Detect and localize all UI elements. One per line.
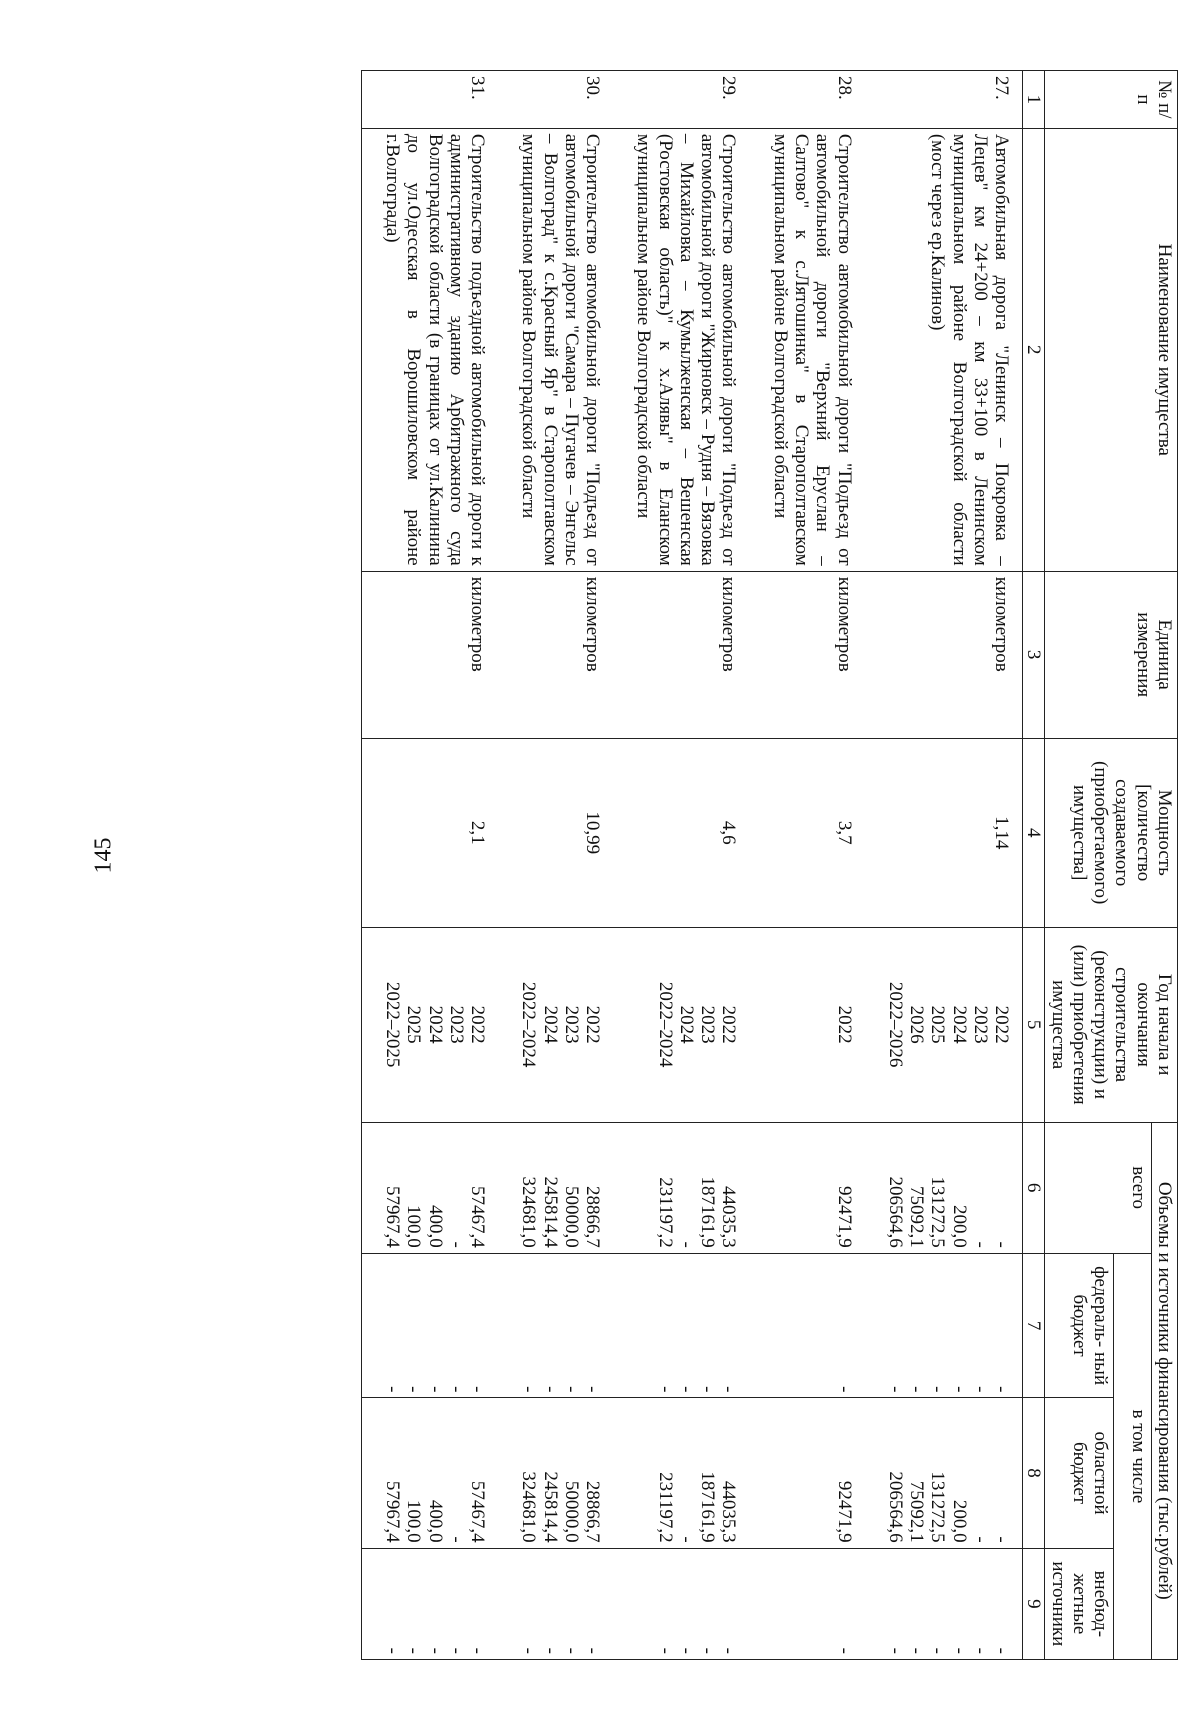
table-body [361,71,1022,1660]
extrabudget-value: - [518,1647,540,1654]
unit-cell: километров [749,571,864,738]
total-cell [498,1122,613,1253]
property-table [361,70,1178,1660]
extra-cell [361,1548,498,1659]
years-cell [749,927,864,1122]
extra-cell [613,1548,749,1659]
column-number: 7 [1023,1253,1045,1398]
year-value: 2022 [991,1005,1013,1044]
unit-cell: километров [498,571,613,738]
extrabudget-value: - [539,1647,561,1654]
year-value: 2024 [539,1005,561,1044]
unit-cell: километров [865,571,1023,738]
column-number: 3 [1023,571,1045,738]
total-value: 187161,9 [697,1176,719,1248]
header-years: Год начала и окончания строительства (реконструкции) и (или) приобретения имущества [1045,927,1178,1122]
total-value: 44035,3 [718,1186,740,1248]
year-value: 2026 [906,1005,928,1044]
header-regional: областной бюджет [1045,1398,1114,1548]
year-value: 2025 [403,1005,425,1044]
extrabudget-value: - [948,1647,970,1654]
federal-value: - [654,1386,676,1393]
column-number: 4 [1023,738,1045,927]
federal-value: - [697,1386,719,1393]
column-number: 9 [1023,1548,1045,1659]
table-row [361,71,498,1660]
year-value: 2024 [424,1005,446,1044]
header-name: Наименование имущества [1045,128,1178,571]
extrabudget-value: - [582,1647,604,1654]
extrabudget-value: - [927,1647,949,1654]
regional-value: - [675,1536,697,1543]
rotated-table-container [78,70,1178,1660]
column-number: 8 [1023,1398,1045,1548]
federal-cell [498,1253,613,1398]
total-value: - [991,1241,1013,1248]
header-power: Мощность [количество создаваемого (приобретаемого) имущества] [1045,738,1178,927]
header-federal: федераль- ный бюджет [1045,1253,1114,1398]
federal-cell [361,1253,498,1398]
total-value: 231197,2 [654,1177,676,1248]
extrabudget-value: - [675,1647,697,1654]
regional-value: 400,0 [424,1499,446,1543]
regional-value: 50000,0 [560,1480,582,1543]
extra-cell [749,1548,864,1659]
power-cell: 3,7 [749,738,864,927]
federal-value: - [906,1386,928,1393]
column-number: 5 [1023,927,1045,1122]
extrabudget-value: - [467,1647,489,1654]
year-value: 2022 [582,1005,604,1044]
page-number: 145 [90,837,117,874]
regional-value: - [969,1536,991,1543]
row-index: 31. [361,71,498,129]
year-value: 2023 [445,1005,467,1044]
total-value: 131272,5 [927,1176,949,1248]
power-cell: 1,14 [865,738,1023,927]
table-row [749,71,864,1660]
year-value: 2022 [833,1005,855,1044]
extrabudget-value: - [991,1647,1013,1654]
header-index: № п/п [1045,71,1178,129]
power-cell: 10,99 [498,738,613,927]
regional-value: 92471,9 [833,1480,855,1543]
regional-value: - [991,1536,1013,1543]
year-value: 2024 [675,1005,697,1044]
federal-value: - [582,1386,604,1393]
regional-value: 206564,6 [884,1471,906,1543]
federal-value: - [424,1386,446,1393]
federal-value: - [927,1386,949,1393]
header-finance: Объемы и источники финансирования (тыс.рублей) [1151,1122,1177,1660]
regional-value: 231197,2 [654,1472,676,1543]
extrabudget-value: - [884,1647,906,1654]
regional-value: - [445,1536,467,1543]
federal-value: - [884,1386,906,1393]
power-cell: 2,1 [361,738,498,927]
year-value: 2025 [927,1005,949,1044]
extrabudget-value: - [445,1647,467,1654]
year-value: 2022–2024 [518,981,540,1068]
regional-cell [498,1398,613,1548]
federal-value: - [539,1386,561,1393]
total-value: 57467,4 [467,1186,489,1248]
table-row [498,71,613,1660]
year-value: 2022–2025 [382,981,404,1068]
regional-value: 324681,0 [518,1471,540,1543]
regional-value: 57967,4 [382,1480,404,1543]
column-number: 6 [1023,1122,1045,1253]
regional-cell [361,1398,498,1548]
regional-value: 75092,1 [906,1480,928,1543]
extrabudget-value: - [424,1647,446,1654]
regional-value: 187161,9 [697,1471,719,1543]
federal-value: - [948,1386,970,1393]
federal-cell [749,1253,864,1398]
total-value: - [969,1241,991,1248]
federal-value: - [675,1386,697,1393]
extrabudget-value: - [833,1647,855,1654]
regional-cell [613,1398,749,1548]
total-value: 100,0 [403,1205,425,1248]
extrabudget-value: - [906,1647,928,1654]
total-value: 57967,4 [382,1186,404,1248]
header-including: в том числе [1114,1253,1152,1659]
regional-value: 245814,4 [539,1471,561,1543]
header-extrabudget: внебюд- жетные источники [1045,1548,1114,1659]
federal-cell [613,1253,749,1398]
extrabudget-value: - [654,1647,676,1654]
unit-cell: километров [361,571,498,738]
row-index: 28. [749,71,864,129]
header-total: всего [1045,1122,1151,1253]
total-value: 75092,1 [906,1186,928,1248]
property-name: Строительство автомобильной дороги "Подъезд от автомобильной дороги "Жирновск – Рудня – Вязовка – Михайловка – Кумылженская – Вешенская (Ростовская область)" к х.Алявы" в Еланском муниципальном районе Волгоградской области [613,128,749,571]
total-value: 50000,0 [560,1186,582,1248]
federal-value: - [560,1386,582,1393]
total-value: 92471,9 [833,1186,855,1248]
power-cell: 4,6 [613,738,749,927]
federal-value: - [382,1386,404,1393]
regional-cell [749,1398,864,1548]
table-header [1023,71,1178,1660]
table-row [613,71,749,1660]
property-name: Строительство автомобильной дороги "Подъезд от автомобильной дороги "Самара – Пугачев – Энгельс – Волгоград" к с.Красный Яр" в Старополтавском муниципальном районе Волгоградской области [498,128,613,571]
unit-cell: километров [613,571,749,738]
total-value: - [675,1241,697,1248]
year-value: 2023 [697,1005,719,1044]
regional-value: 100,0 [403,1499,425,1543]
extrabudget-value: - [697,1647,719,1654]
year-value: 2022 [718,1005,740,1044]
federal-value: - [403,1386,425,1393]
federal-value: - [833,1386,855,1393]
column-numbers-row [1023,71,1045,1660]
years-cell [498,927,613,1122]
extra-cell [865,1548,1023,1659]
row-index: 27. [865,71,1023,129]
total-cell [749,1122,864,1253]
total-value: 324681,0 [518,1176,540,1248]
regional-value: 28866,7 [582,1480,604,1543]
row-index: 30. [498,71,613,129]
total-value: 245814,4 [539,1176,561,1248]
year-value: 2022–2024 [654,981,676,1068]
extrabudget-value: - [403,1647,425,1654]
federal-value: - [467,1386,489,1393]
total-value: - [445,1241,467,1248]
years-cell [613,927,749,1122]
federal-value: - [969,1386,991,1393]
total-cell [865,1122,1023,1253]
year-value: 2023 [969,1005,991,1044]
regional-cell [865,1398,1023,1548]
years-cell [361,927,498,1122]
federal-value: - [991,1386,1013,1393]
header-unit: Единица измерения [1045,571,1178,738]
extrabudget-value: - [560,1647,582,1654]
property-name: Автомобильная дорога "Ленинск – Покровка – Лецев" км 24+200 – км 33+100 в Ленинском муниципальном районе Волгоградской области (мост через ер.Калинов) [865,128,1023,571]
year-value: 2022–2026 [884,981,906,1068]
extrabudget-value: - [969,1647,991,1654]
total-value: 206564,6 [884,1176,906,1248]
federal-value: - [445,1386,467,1393]
years-cell [865,927,1023,1122]
federal-value: - [718,1386,740,1393]
year-value: 2024 [948,1005,970,1044]
extra-cell [498,1548,613,1659]
federal-cell [865,1253,1023,1398]
total-value: 400,0 [424,1205,446,1248]
extrabudget-value: - [718,1647,740,1654]
column-number: 1 [1023,71,1045,129]
year-value: 2022 [467,1005,489,1044]
regional-value: 200,0 [948,1499,970,1543]
regional-value: 44035,3 [718,1480,740,1543]
total-cell [613,1122,749,1253]
total-value: 200,0 [948,1205,970,1248]
total-value: 28866,7 [582,1186,604,1248]
federal-value: - [518,1386,540,1393]
property-name: Строительство подъездной автомобильной дороги к административному зданию Арбитражного суда Волгоградской области (в границах от ул.Калинина до ул.Одесская в Ворошиловском районе г.Волгограда) [361,128,498,571]
row-index: 29. [613,71,749,129]
column-number: 2 [1023,128,1045,571]
total-cell [361,1122,498,1253]
regional-value: 57467,4 [467,1480,489,1543]
year-value: 2023 [560,1005,582,1044]
regional-value: 131272,5 [927,1471,949,1543]
property-name: Строительство автомобильной дороги "Подъезд от автомобильной дороги "Верхний Еруслан – Салтово" к с.Лятошинка" в Старополтавском муниципальном районе Волгоградской области [749,128,864,571]
table-row [865,71,1023,1660]
extrabudget-value: - [382,1647,404,1654]
